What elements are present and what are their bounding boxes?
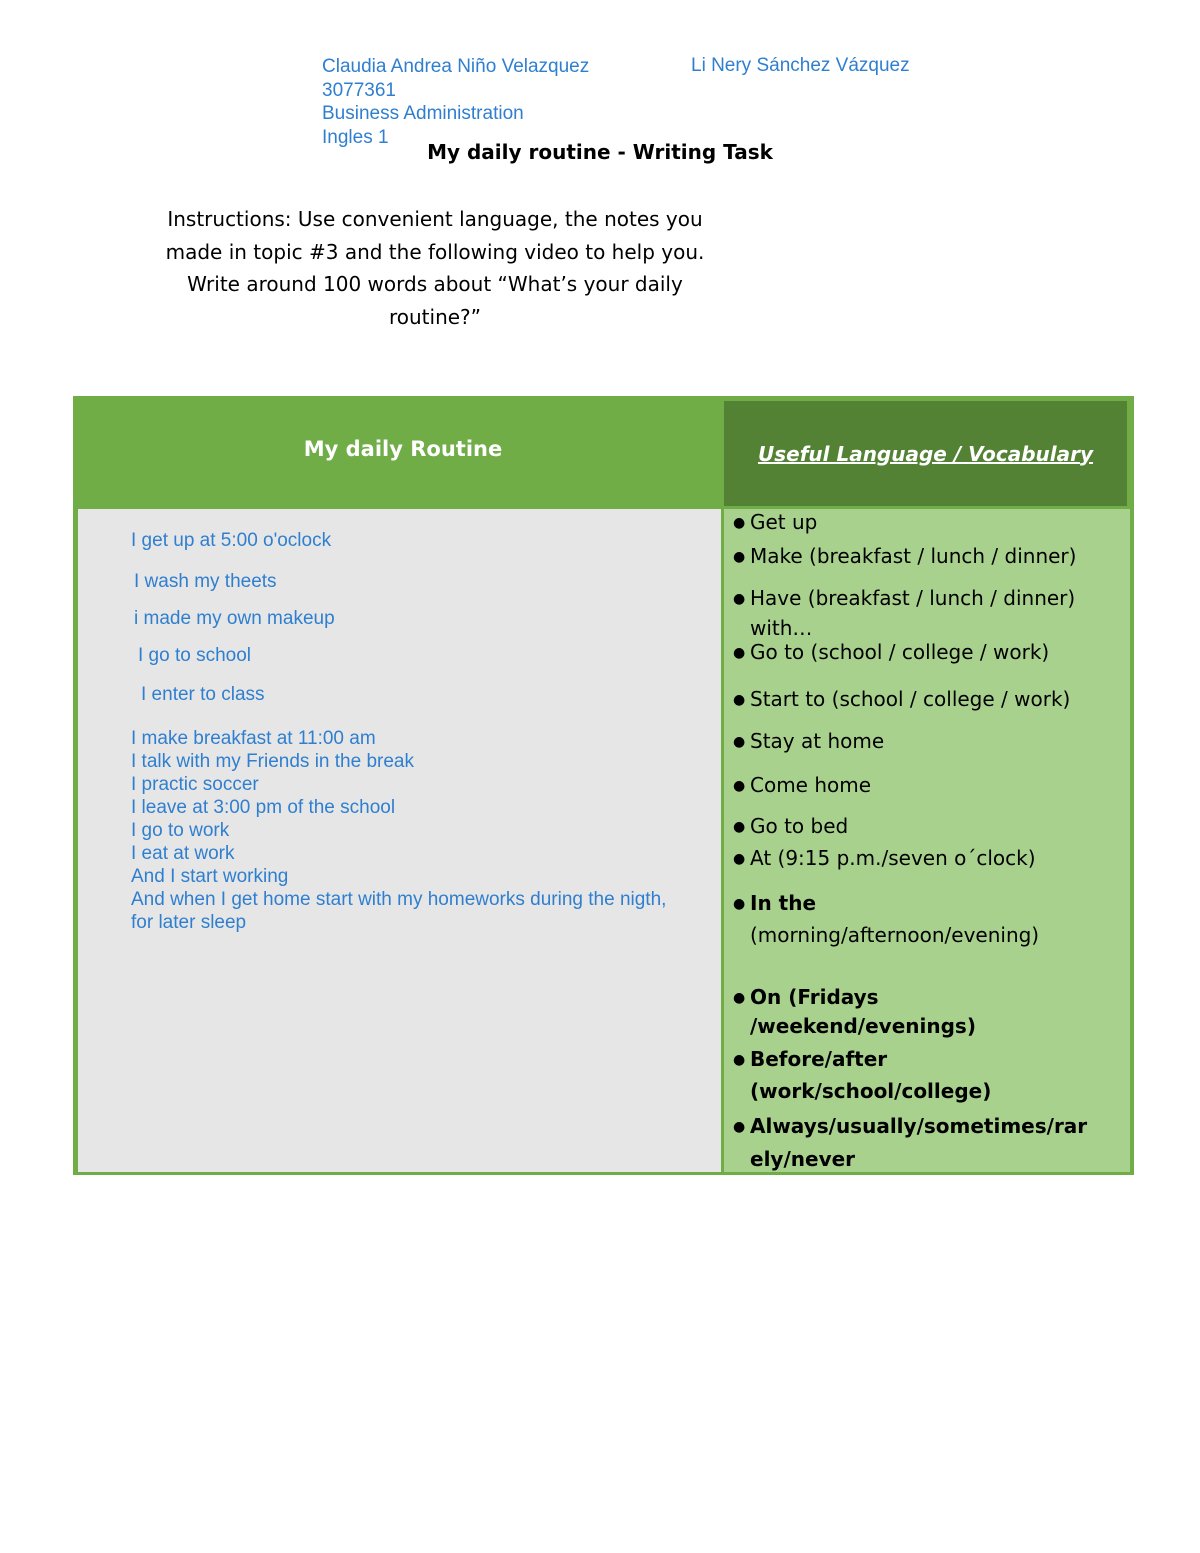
- vocab-item: ● Before/after (work/school/college): [733, 1047, 992, 1103]
- vocab-item: ● Go to bed: [733, 811, 1118, 843]
- routine-list: [131, 727, 691, 934]
- bullet-icon: ●: [733, 851, 746, 867]
- routine-line: I go to school: [138, 645, 252, 666]
- instructions-text: Instructions: Use convenient language, the notes you made in topic #3 and the following video to help you. Write around 100 words about “What’s your daily routine?”: [165, 207, 705, 329]
- routine-line: I go to work: [131, 820, 230, 841]
- student-name: Claudia Andrea Niño Velazquez: [322, 56, 590, 77]
- bullet-icon: ●: [733, 515, 746, 531]
- vocab-item: ● Have (breakfast / lunch / dinner) with…: [733, 586, 1076, 640]
- bullet-icon: ●: [733, 896, 746, 912]
- student-program: Business Administration: [322, 103, 524, 124]
- vocab-item: ● Come home: [733, 770, 1118, 802]
- bullet-icon: ●: [733, 591, 746, 607]
- vocab-item: ● On (Fridays /weekend/evenings): [733, 985, 976, 1038]
- routine-line: I leave at 3:00 pm of the school: [131, 797, 396, 818]
- routine-line: I make breakfast at 11:00 am: [131, 728, 376, 749]
- routine-line: And I start working: [131, 866, 289, 887]
- routine-line: And when I get home start with my homeworks during the nigth, for later sleep: [131, 889, 667, 933]
- routine-line: I eat at work: [131, 843, 235, 864]
- student-id: 3077361: [322, 79, 396, 101]
- bullet-icon: ●: [733, 734, 746, 750]
- routine-line: I talk with my Friends in the break: [131, 751, 414, 772]
- routine-column-header: My daily Routine: [303, 437, 503, 461]
- routine-line: I get up at 5:00 o'oclock: [131, 530, 332, 551]
- bullet-icon: ●: [733, 1119, 746, 1135]
- routine-line: I enter to class: [141, 684, 265, 705]
- vocab-item: ● In the (morning/afternoon/evening): [733, 891, 1040, 947]
- vocab-item: ● At (9:15 p.m./seven o´clock): [733, 843, 1118, 875]
- vocab-item: ● Start to (school / college / work): [733, 684, 1118, 716]
- bullet-icon: ●: [733, 819, 746, 835]
- bullet-icon: ●: [733, 549, 746, 565]
- bullet-icon: ●: [733, 1052, 746, 1068]
- routine-line: I wash my theets: [134, 571, 277, 592]
- bullet-icon: ●: [733, 645, 746, 661]
- bullet-icon: ●: [733, 778, 746, 794]
- vocab-item: ● Always/usually/sometimes/rar ely/never: [733, 1110, 1118, 1175]
- partner-name: Li Nery Sánchez Vázquez: [691, 55, 910, 76]
- vocab-item: ● Go to (school / college / work): [733, 637, 1118, 669]
- routine-line: i made my own makeup: [134, 608, 335, 629]
- routine-line: I practic soccer: [131, 774, 259, 795]
- student-info: [322, 55, 589, 149]
- bullet-icon: ●: [733, 692, 746, 708]
- vocab-item: ● Make (breakfast / lunch / dinner): [733, 541, 1118, 573]
- page-title: My daily routine - Writing Task: [427, 140, 773, 164]
- vocab-item: ● Stay at home: [733, 726, 1118, 758]
- student-course: Ingles 1: [322, 126, 389, 148]
- bullet-icon: ●: [733, 990, 746, 1006]
- vocab-item: ● Get up: [733, 507, 1118, 539]
- vocabulary-column-header: Useful Language / Vocabulary: [757, 441, 1094, 466]
